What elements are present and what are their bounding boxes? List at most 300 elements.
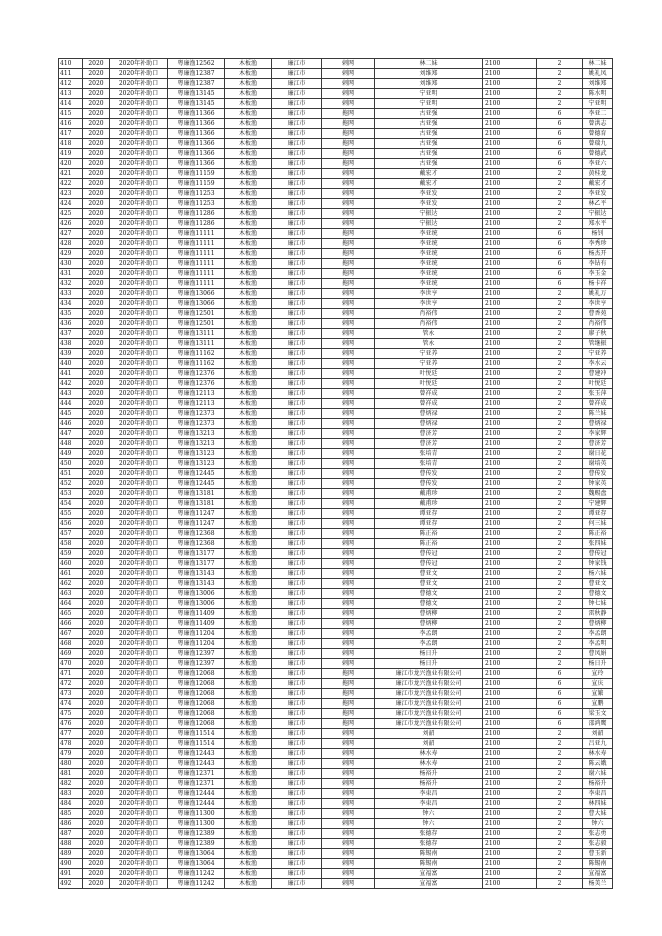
owner-cell: 林水寿 bbox=[375, 749, 483, 759]
vessel-id-cell: 粤廉渔12068 bbox=[168, 699, 225, 709]
power-cell: 2100 bbox=[483, 269, 537, 279]
power-cell: 2100 bbox=[483, 529, 537, 539]
power-cell: 2100 bbox=[483, 489, 537, 499]
row-number-cell: 450 bbox=[59, 459, 83, 469]
table-row bbox=[59, 639, 613, 649]
vessel-id-cell: 粤廉渔11300 bbox=[168, 809, 225, 819]
vessel-type-cell: 木板渔 bbox=[225, 459, 272, 469]
owner-cell: 宁振达 bbox=[375, 219, 483, 229]
year-cell: 2020 bbox=[83, 199, 110, 209]
category-cell: 2020年补助口 bbox=[110, 369, 168, 379]
vessel-id-cell: 粤廉渔13066 bbox=[168, 289, 225, 299]
owner-cell: 杨日升 bbox=[375, 649, 483, 659]
county-cell: 廉江市 bbox=[272, 499, 322, 509]
vessel-id-cell: 粤廉渔12445 bbox=[168, 469, 225, 479]
fishing-method-cell: 拖网 bbox=[322, 679, 375, 689]
row-number-cell: 410 bbox=[59, 59, 83, 69]
recipient-cell: 梁玉文 bbox=[583, 709, 613, 719]
year-cell: 2020 bbox=[83, 789, 110, 799]
owner-cell: 李亚统 bbox=[375, 259, 483, 269]
fishing-method-cell: 刺网 bbox=[322, 459, 375, 469]
vessel-id-cell: 粤廉渔12371 bbox=[168, 769, 225, 779]
year-cell: 2020 bbox=[83, 259, 110, 269]
tonnage-cell: 2 bbox=[537, 389, 583, 399]
category-cell: 2020年补助口 bbox=[110, 499, 168, 509]
county-cell: 廉江市 bbox=[272, 179, 322, 189]
category-cell: 2020年补助口 bbox=[110, 589, 168, 599]
category-cell: 2020年补助口 bbox=[110, 479, 168, 489]
vessel-id-cell: 粤廉渔11111 bbox=[168, 249, 225, 259]
category-cell: 2020年补助口 bbox=[110, 559, 168, 569]
tonnage-cell: 2 bbox=[537, 589, 583, 599]
vessel-type-cell: 木板渔 bbox=[225, 209, 272, 219]
fishing-method-cell: 拖网 bbox=[322, 689, 375, 699]
year-cell: 2020 bbox=[83, 619, 110, 629]
tonnage-cell: 2 bbox=[537, 819, 583, 829]
power-cell: 2100 bbox=[483, 839, 537, 849]
recipient-cell: 宁亚明 bbox=[583, 99, 613, 109]
owner-cell: 曹炳柳 bbox=[375, 619, 483, 629]
table-row bbox=[59, 169, 613, 179]
owner-cell: 李亚统 bbox=[375, 269, 483, 279]
vessel-id-cell: 粤廉渔11159 bbox=[168, 179, 225, 189]
category-cell: 2020年补助口 bbox=[110, 329, 168, 339]
vessel-type-cell: 木板渔 bbox=[225, 589, 272, 599]
row-number-cell: 489 bbox=[59, 849, 83, 859]
recipient-cell: 曹济芳 bbox=[583, 439, 613, 449]
recipient-cell: 曹建冲 bbox=[583, 369, 613, 379]
tonnage-cell: 2 bbox=[537, 429, 583, 439]
vessel-type-cell: 木板渔 bbox=[225, 79, 272, 89]
power-cell: 2100 bbox=[483, 339, 537, 349]
vessel-type-cell: 木板渔 bbox=[225, 699, 272, 709]
vessel-id-cell: 粤廉渔12389 bbox=[168, 829, 225, 839]
fishing-method-cell: 刺网 bbox=[322, 509, 375, 519]
fishing-method-cell: 刺网 bbox=[322, 359, 375, 369]
power-cell: 2100 bbox=[483, 209, 537, 219]
county-cell: 廉江市 bbox=[272, 69, 322, 79]
owner-cell: 李亚统 bbox=[375, 279, 483, 289]
fishing-method-cell: 刺网 bbox=[322, 479, 375, 489]
table-row bbox=[59, 349, 613, 359]
row-number-cell: 423 bbox=[59, 189, 83, 199]
power-cell: 2100 bbox=[483, 319, 537, 329]
table-row bbox=[59, 719, 613, 729]
county-cell: 廉江市 bbox=[272, 489, 322, 499]
category-cell: 2020年补助口 bbox=[110, 829, 168, 839]
table-row bbox=[59, 309, 613, 319]
row-number-cell: 452 bbox=[59, 479, 83, 489]
vessel-type-cell: 木板渔 bbox=[225, 799, 272, 809]
vessel-type-cell: 木板渔 bbox=[225, 649, 272, 659]
year-cell: 2020 bbox=[83, 639, 110, 649]
year-cell: 2020 bbox=[83, 89, 110, 99]
year-cell: 2020 bbox=[83, 719, 110, 729]
year-cell: 2020 bbox=[83, 419, 110, 429]
tonnage-cell: 2 bbox=[537, 399, 583, 409]
vessel-id-cell: 粤廉渔13064 bbox=[168, 859, 225, 869]
power-cell: 2100 bbox=[483, 519, 537, 529]
vessel-type-cell: 木板渔 bbox=[225, 319, 272, 329]
vessel-id-cell: 粤廉渔13143 bbox=[168, 579, 225, 589]
category-cell: 2020年补助口 bbox=[110, 709, 168, 719]
row-number-cell: 441 bbox=[59, 369, 83, 379]
row-number-cell: 420 bbox=[59, 159, 83, 169]
vessel-type-cell: 木板渔 bbox=[225, 839, 272, 849]
power-cell: 2100 bbox=[483, 459, 537, 469]
owner-cell: 廉江市龙兴渔业有限公司 bbox=[375, 689, 483, 699]
category-cell: 2020年补助口 bbox=[110, 169, 168, 179]
fishing-method-cell: 刺网 bbox=[322, 589, 375, 599]
recipient-cell: 李束昌 bbox=[583, 789, 613, 799]
county-cell: 廉江市 bbox=[272, 439, 322, 449]
fishing-method-cell: 刺网 bbox=[322, 839, 375, 849]
year-cell: 2020 bbox=[83, 389, 110, 399]
fishing-method-cell: 刺网 bbox=[322, 629, 375, 639]
category-cell: 2020年补助口 bbox=[110, 529, 168, 539]
fishing-method-cell: 刺网 bbox=[322, 339, 375, 349]
fishing-method-cell: 刺网 bbox=[322, 849, 375, 859]
vessel-id-cell: 粤廉渔11247 bbox=[168, 519, 225, 529]
owner-cell: 曹亚文 bbox=[375, 579, 483, 589]
county-cell: 廉江市 bbox=[272, 869, 322, 879]
vessel-id-cell: 粤廉渔11253 bbox=[168, 189, 225, 199]
category-cell: 2020年补助口 bbox=[110, 539, 168, 549]
county-cell: 廉江市 bbox=[272, 699, 322, 709]
category-cell: 2020年补助口 bbox=[110, 419, 168, 429]
recipient-cell: 曹亚文 bbox=[583, 579, 613, 589]
owner-cell: 曹济芳 bbox=[375, 429, 483, 439]
row-number-cell: 432 bbox=[59, 279, 83, 289]
power-cell: 2100 bbox=[483, 199, 537, 209]
vessel-id-cell: 粤廉渔13111 bbox=[168, 329, 225, 339]
power-cell: 2100 bbox=[483, 99, 537, 109]
year-cell: 2020 bbox=[83, 609, 110, 619]
year-cell: 2020 bbox=[83, 229, 110, 239]
year-cell: 2020 bbox=[83, 809, 110, 819]
year-cell: 2020 bbox=[83, 439, 110, 449]
vessel-type-cell: 木板渔 bbox=[225, 849, 272, 859]
tonnage-cell: 2 bbox=[537, 519, 583, 529]
vessel-type-cell: 木板渔 bbox=[225, 429, 272, 439]
owner-cell: 廉江市龙兴渔业有限公司 bbox=[375, 699, 483, 709]
fishing-method-cell: 拖网 bbox=[322, 149, 375, 159]
power-cell: 2100 bbox=[483, 329, 537, 339]
tonnage-cell: 2 bbox=[537, 209, 583, 219]
fishing-method-cell: 刺网 bbox=[322, 349, 375, 359]
row-number-cell: 490 bbox=[59, 859, 83, 869]
owner-cell: 李亚统 bbox=[375, 249, 483, 259]
category-cell: 2020年补助口 bbox=[110, 139, 168, 149]
power-cell: 2100 bbox=[483, 809, 537, 819]
table-row bbox=[59, 709, 613, 719]
tonnage-cell: 6 bbox=[537, 129, 583, 139]
year-cell: 2020 bbox=[83, 129, 110, 139]
row-number-cell: 471 bbox=[59, 669, 83, 679]
category-cell: 2020年补助口 bbox=[110, 439, 168, 449]
table-row bbox=[59, 619, 613, 629]
row-number-cell: 464 bbox=[59, 599, 83, 609]
power-cell: 2100 bbox=[483, 369, 537, 379]
power-cell: 2100 bbox=[483, 729, 537, 739]
year-cell: 2020 bbox=[83, 539, 110, 549]
county-cell: 廉江市 bbox=[272, 659, 322, 669]
power-cell: 2100 bbox=[483, 259, 537, 269]
tonnage-cell: 6 bbox=[537, 149, 583, 159]
power-cell: 2100 bbox=[483, 59, 537, 69]
tonnage-cell: 2 bbox=[537, 349, 583, 359]
county-cell: 廉江市 bbox=[272, 829, 322, 839]
fishing-method-cell: 刺网 bbox=[322, 179, 375, 189]
county-cell: 廉江市 bbox=[272, 639, 322, 649]
owner-cell: 管永 bbox=[375, 339, 483, 349]
power-cell: 2100 bbox=[483, 649, 537, 659]
tonnage-cell: 2 bbox=[537, 439, 583, 449]
year-cell: 2020 bbox=[83, 759, 110, 769]
recipient-cell: 杨美兰 bbox=[583, 879, 613, 889]
county-cell: 廉江市 bbox=[272, 459, 322, 469]
county-cell: 廉江市 bbox=[272, 389, 322, 399]
fishing-method-cell: 拖网 bbox=[322, 279, 375, 289]
row-number-cell: 422 bbox=[59, 179, 83, 189]
power-cell: 2100 bbox=[483, 659, 537, 669]
vessel-type-cell: 木板渔 bbox=[225, 869, 272, 879]
recipient-cell: 魏赐盘 bbox=[583, 489, 613, 499]
vessel-type-cell: 木板渔 bbox=[225, 529, 272, 539]
vessel-id-cell: 粤廉渔13181 bbox=[168, 489, 225, 499]
recipient-cell: 李水云 bbox=[583, 359, 613, 369]
vessel-type-cell: 木板渔 bbox=[225, 779, 272, 789]
tonnage-cell: 2 bbox=[537, 649, 583, 659]
owner-cell: 刘韶 bbox=[375, 739, 483, 749]
recipient-cell: 林四妹 bbox=[583, 799, 613, 809]
power-cell: 2100 bbox=[483, 559, 537, 569]
category-cell: 2020年补助口 bbox=[110, 779, 168, 789]
county-cell: 廉江市 bbox=[272, 549, 322, 559]
year-cell: 2020 bbox=[83, 659, 110, 669]
recipient-cell: 张志毅 bbox=[583, 839, 613, 849]
vessel-type-cell: 木板渔 bbox=[225, 769, 272, 779]
vessel-type-cell: 木板渔 bbox=[225, 69, 272, 79]
power-cell: 2100 bbox=[483, 789, 537, 799]
county-cell: 廉江市 bbox=[272, 159, 322, 169]
power-cell: 2100 bbox=[483, 739, 537, 749]
recipient-cell: 李孟朗 bbox=[583, 629, 613, 639]
fishing-method-cell: 拖网 bbox=[322, 239, 375, 249]
vessel-id-cell: 粤廉渔12389 bbox=[168, 839, 225, 849]
vessel-type-cell: 木板渔 bbox=[225, 289, 272, 299]
fishing-method-cell: 拖网 bbox=[322, 719, 375, 729]
vessel-id-cell: 粤廉渔12387 bbox=[168, 79, 225, 89]
county-cell: 廉江市 bbox=[272, 99, 322, 109]
table-row bbox=[59, 449, 613, 459]
row-number-cell: 485 bbox=[59, 809, 83, 819]
table-row bbox=[59, 769, 613, 779]
power-cell: 2100 bbox=[483, 509, 537, 519]
power-cell: 2100 bbox=[483, 219, 537, 229]
fishing-method-cell: 刺网 bbox=[322, 529, 375, 539]
row-number-cell: 419 bbox=[59, 149, 83, 159]
power-cell: 2100 bbox=[483, 769, 537, 779]
recipient-cell: 曹传发 bbox=[583, 469, 613, 479]
vessel-type-cell: 木板渔 bbox=[225, 579, 272, 589]
year-cell: 2020 bbox=[83, 699, 110, 709]
county-cell: 廉江市 bbox=[272, 859, 322, 869]
tonnage-cell: 6 bbox=[537, 679, 583, 689]
recipient-cell: 黄桂龙 bbox=[583, 169, 613, 179]
table-row bbox=[59, 149, 613, 159]
tonnage-cell: 2 bbox=[537, 739, 583, 749]
year-cell: 2020 bbox=[83, 169, 110, 179]
owner-cell: 张培青 bbox=[375, 459, 483, 469]
power-cell: 2100 bbox=[483, 609, 537, 619]
vessel-id-cell: 粤廉渔11242 bbox=[168, 879, 225, 889]
fishing-method-cell: 刺网 bbox=[322, 199, 375, 209]
county-cell: 廉江市 bbox=[272, 129, 322, 139]
category-cell: 2020年补助口 bbox=[110, 199, 168, 209]
power-cell: 2100 bbox=[483, 179, 537, 189]
row-number-cell: 461 bbox=[59, 569, 83, 579]
fishing-method-cell: 刺网 bbox=[322, 559, 375, 569]
recipient-cell: 谢日花 bbox=[583, 449, 613, 459]
owner-cell: 叶悦廷 bbox=[375, 379, 483, 389]
recipient-cell: 曹传冠 bbox=[583, 549, 613, 559]
row-number-cell: 457 bbox=[59, 529, 83, 539]
county-cell: 廉江市 bbox=[272, 339, 322, 349]
table-row bbox=[59, 539, 613, 549]
power-cell: 2100 bbox=[483, 599, 537, 609]
tonnage-cell: 2 bbox=[537, 789, 583, 799]
vessel-type-cell: 木板渔 bbox=[225, 239, 272, 249]
fishing-method-cell: 拖网 bbox=[322, 109, 375, 119]
vessel-id-cell: 粤廉渔12373 bbox=[168, 419, 225, 429]
table-row bbox=[59, 499, 613, 509]
power-cell: 2100 bbox=[483, 159, 537, 169]
owner-cell: 刘维郑 bbox=[375, 69, 483, 79]
row-number-cell: 414 bbox=[59, 99, 83, 109]
owner-cell: 宁亚明 bbox=[375, 89, 483, 99]
table-row bbox=[59, 629, 613, 639]
year-cell: 2020 bbox=[83, 569, 110, 579]
category-cell: 2020年补助口 bbox=[110, 759, 168, 769]
fishing-method-cell: 刺网 bbox=[322, 369, 375, 379]
category-cell: 2020年补助口 bbox=[110, 249, 168, 259]
category-cell: 2020年补助口 bbox=[110, 579, 168, 589]
tonnage-cell: 2 bbox=[537, 179, 583, 189]
owner-cell: 李亚统 bbox=[375, 229, 483, 239]
vessel-type-cell: 木板渔 bbox=[225, 359, 272, 369]
vessel-type-cell: 木板渔 bbox=[225, 689, 272, 699]
owner-cell: 林水寿 bbox=[375, 759, 483, 769]
row-number-cell: 487 bbox=[59, 829, 83, 839]
tonnage-cell: 6 bbox=[537, 119, 583, 129]
year-cell: 2020 bbox=[83, 239, 110, 249]
power-cell: 2100 bbox=[483, 539, 537, 549]
category-cell: 2020年补助口 bbox=[110, 729, 168, 739]
county-cell: 廉江市 bbox=[272, 799, 322, 809]
recipient-cell: 张四妹 bbox=[583, 539, 613, 549]
recipient-cell: 谭亚存 bbox=[583, 509, 613, 519]
fishing-method-cell: 刺网 bbox=[322, 729, 375, 739]
county-cell: 廉江市 bbox=[272, 269, 322, 279]
vessel-id-cell: 粤廉渔13145 bbox=[168, 89, 225, 99]
recipient-cell: 肖裕伟 bbox=[583, 319, 613, 329]
tonnage-cell: 2 bbox=[537, 559, 583, 569]
fishing-method-cell: 拖网 bbox=[322, 249, 375, 259]
vessel-id-cell: 粤廉渔11111 bbox=[168, 239, 225, 249]
vessel-id-cell: 粤廉渔11242 bbox=[168, 869, 225, 879]
county-cell: 廉江市 bbox=[272, 729, 322, 739]
category-cell: 2020年补助口 bbox=[110, 379, 168, 389]
category-cell: 2020年补助口 bbox=[110, 519, 168, 529]
vessel-id-cell: 粤廉渔12387 bbox=[168, 69, 225, 79]
vessel-type-cell: 木板渔 bbox=[225, 309, 272, 319]
year-cell: 2020 bbox=[83, 189, 110, 199]
row-number-cell: 442 bbox=[59, 379, 83, 389]
owner-cell: 陈正裕 bbox=[375, 529, 483, 539]
recipient-cell: 宁亚养 bbox=[583, 349, 613, 359]
vessel-id-cell: 粤廉渔13111 bbox=[168, 339, 225, 349]
category-cell: 2020年补助口 bbox=[110, 79, 168, 89]
year-cell: 2020 bbox=[83, 729, 110, 739]
row-number-cell: 479 bbox=[59, 749, 83, 759]
recipient-cell: 李亚发 bbox=[583, 189, 613, 199]
category-cell: 2020年补助口 bbox=[110, 189, 168, 199]
vessel-type-cell: 木板渔 bbox=[225, 369, 272, 379]
vessel-type-cell: 木板渔 bbox=[225, 339, 272, 349]
county-cell: 廉江市 bbox=[272, 379, 322, 389]
row-number-cell: 417 bbox=[59, 129, 83, 139]
owner-cell: 刘维郑 bbox=[375, 79, 483, 89]
county-cell: 廉江市 bbox=[272, 119, 322, 129]
year-cell: 2020 bbox=[83, 589, 110, 599]
fishing-method-cell: 刺网 bbox=[322, 209, 375, 219]
vessel-type-cell: 木板渔 bbox=[225, 129, 272, 139]
category-cell: 2020年补助口 bbox=[110, 149, 168, 159]
category-cell: 2020年补助口 bbox=[110, 629, 168, 639]
tonnage-cell: 2 bbox=[537, 59, 583, 69]
county-cell: 廉江市 bbox=[272, 709, 322, 719]
category-cell: 2020年补助口 bbox=[110, 89, 168, 99]
vessel-id-cell: 粤廉渔11366 bbox=[168, 159, 225, 169]
table-row bbox=[59, 459, 613, 469]
table-row bbox=[59, 609, 613, 619]
table-row bbox=[59, 399, 613, 409]
power-cell: 2100 bbox=[483, 479, 537, 489]
table-row bbox=[59, 319, 613, 329]
power-cell: 2100 bbox=[483, 79, 537, 89]
power-cell: 2100 bbox=[483, 829, 537, 839]
power-cell: 2100 bbox=[483, 389, 537, 399]
power-cell: 2100 bbox=[483, 279, 537, 289]
year-cell: 2020 bbox=[83, 279, 110, 289]
year-cell: 2020 bbox=[83, 219, 110, 229]
power-cell: 2100 bbox=[483, 699, 537, 709]
fishing-method-cell: 刺网 bbox=[322, 329, 375, 339]
year-cell: 2020 bbox=[83, 829, 110, 839]
recipient-cell: 何三妹 bbox=[583, 519, 613, 529]
vessel-type-cell: 木板渔 bbox=[225, 249, 272, 259]
row-number-cell: 430 bbox=[59, 259, 83, 269]
vessel-type-cell: 木板渔 bbox=[225, 399, 272, 409]
year-cell: 2020 bbox=[83, 359, 110, 369]
fishing-method-cell: 刺网 bbox=[322, 539, 375, 549]
table-row bbox=[59, 209, 613, 219]
tonnage-cell: 2 bbox=[537, 289, 583, 299]
vessel-type-cell: 木板渔 bbox=[225, 829, 272, 839]
category-cell: 2020年补助口 bbox=[110, 799, 168, 809]
fishing-method-cell: 刺网 bbox=[322, 59, 375, 69]
